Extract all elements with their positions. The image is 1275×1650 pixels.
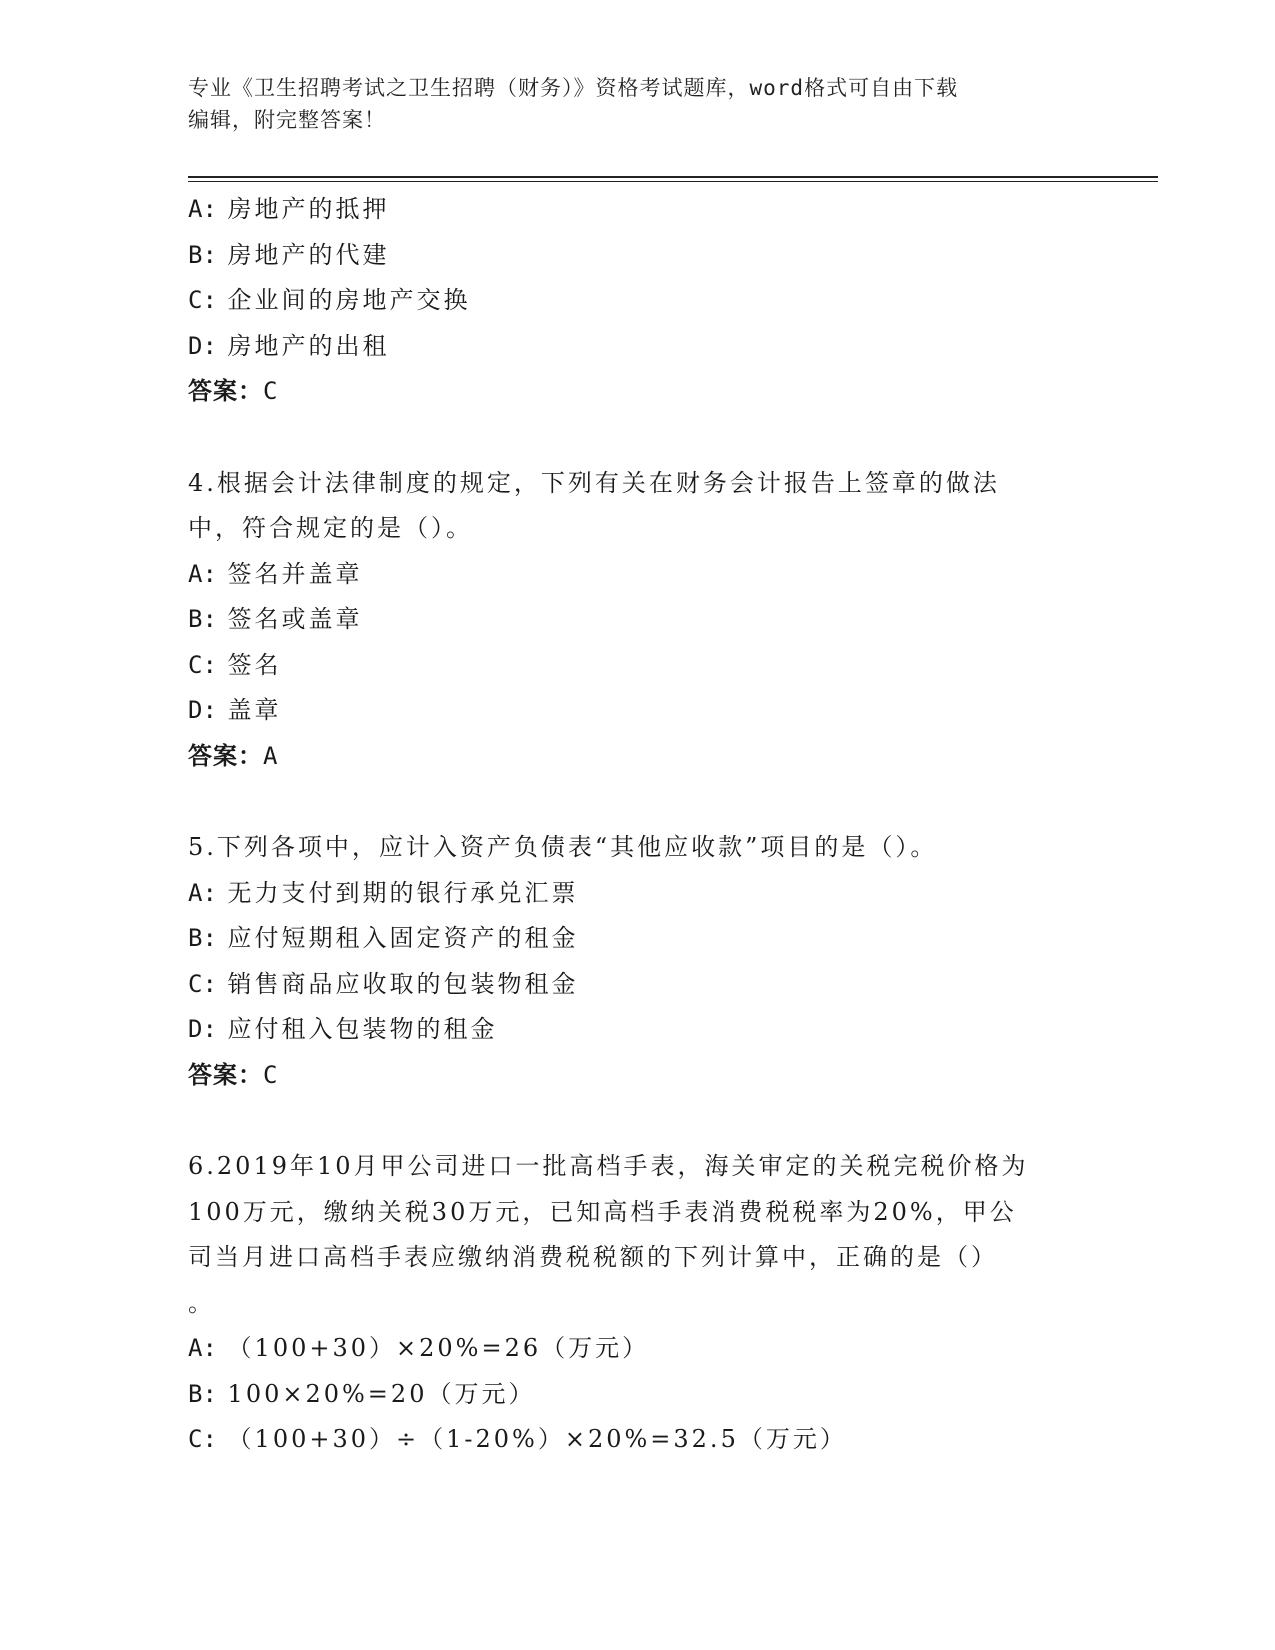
answer-label: 答案： bbox=[188, 1060, 263, 1089]
question-stem-line: 5.下列各项中，应计入资产负债表“其他应收款”项目的是（）。 bbox=[188, 833, 938, 861]
question-6 bbox=[188, 1144, 1088, 1463]
header-rule-thick bbox=[188, 176, 1158, 178]
option-text: 100×20%=20（万元） bbox=[227, 1379, 536, 1408]
option-text: 房地产的抵押 bbox=[227, 195, 390, 223]
option-letter: B: bbox=[188, 924, 217, 952]
question-4 bbox=[188, 461, 1088, 780]
option-d bbox=[188, 1007, 1088, 1053]
header-rule-thin bbox=[188, 181, 1158, 182]
header-line-2: 编辑，附完整答案！ bbox=[188, 108, 386, 132]
answer-value: C bbox=[263, 1060, 279, 1089]
question-stem-line: 。 bbox=[188, 1288, 215, 1317]
answer-label: 答案： bbox=[188, 377, 263, 405]
option-letter: C: bbox=[188, 650, 217, 679]
option-text: 销售商品应收取的包装物租金 bbox=[227, 969, 579, 998]
option-letter: D: bbox=[188, 331, 217, 360]
option-text: 签名并盖章 bbox=[227, 559, 363, 588]
option-text: 签名或盖章 bbox=[227, 605, 363, 633]
option-letter: A: bbox=[188, 1334, 217, 1362]
question-stem-line: 100万元，缴纳关税30万元，已知高档手表消费税税率为20%，甲公 bbox=[188, 1197, 1017, 1226]
option-letter: B: bbox=[188, 1379, 217, 1408]
option-a bbox=[188, 1326, 1088, 1372]
option-text: 应付租入包装物的租金 bbox=[227, 1015, 498, 1043]
answer-label: 答案： bbox=[188, 741, 263, 770]
question-stem-line: 6.2019年10月甲公司进口一批高档手表，海关审定的关税完税价格为 bbox=[188, 1152, 1029, 1180]
option-text: （100+30）×20%=26（万元） bbox=[227, 1334, 650, 1362]
option-c bbox=[188, 1417, 1088, 1463]
option-letter: D: bbox=[188, 1015, 217, 1043]
option-text: （100+30）÷（1-20%）×20%=32.5（万元） bbox=[227, 1425, 847, 1453]
option-c bbox=[188, 643, 1088, 689]
option-text: 签名 bbox=[227, 650, 282, 679]
option-letter: A: bbox=[188, 878, 217, 907]
option-c bbox=[188, 278, 1088, 324]
option-text: 房地产的出租 bbox=[227, 331, 390, 360]
option-letter: D: bbox=[188, 696, 217, 724]
option-letter: A: bbox=[188, 195, 217, 223]
option-b bbox=[188, 597, 1088, 643]
option-letter: B: bbox=[188, 605, 217, 633]
answer-value: C bbox=[263, 377, 279, 405]
question-stem-line: 中，符合规定的是（）。 bbox=[188, 514, 473, 542]
option-a bbox=[188, 871, 1088, 917]
option-text: 房地产的代建 bbox=[227, 240, 390, 269]
option-text: 无力支付到期的银行承兑汇票 bbox=[227, 878, 579, 907]
header-line-1: 专业《卫生招聘考试之卫生招聘（财务）》资格考试题库，word格式可自由下载 bbox=[188, 76, 959, 100]
option-letter: A: bbox=[188, 559, 217, 588]
option-d bbox=[188, 688, 1088, 734]
answer-line bbox=[188, 1053, 1088, 1099]
question-stem-line: 司当月进口高档手表应缴纳消费税税额的下列计算中，正确的是（） bbox=[188, 1243, 998, 1271]
question-stem-line: 4.根据会计法律制度的规定，下列有关在财务会计报告上签章的做法 bbox=[188, 468, 1000, 497]
option-letter: C: bbox=[188, 969, 217, 998]
question-3 bbox=[188, 187, 1088, 415]
option-a bbox=[188, 552, 1088, 598]
document-header bbox=[188, 72, 1088, 136]
option-letter: C: bbox=[188, 286, 217, 314]
question-5 bbox=[188, 825, 1088, 1098]
option-text: 企业间的房地产交换 bbox=[227, 286, 471, 314]
option-b bbox=[188, 233, 1088, 279]
option-letter: B: bbox=[188, 240, 217, 269]
answer-line bbox=[188, 369, 1088, 415]
question-list bbox=[188, 187, 1088, 1463]
answer-line bbox=[188, 734, 1088, 780]
option-b bbox=[188, 916, 1088, 962]
option-a bbox=[188, 187, 1088, 233]
answer-value: A bbox=[263, 741, 279, 770]
option-d bbox=[188, 324, 1088, 370]
option-text: 应付短期租入固定资产的租金 bbox=[227, 924, 579, 952]
option-text: 盖章 bbox=[227, 696, 282, 724]
option-b bbox=[188, 1372, 1088, 1418]
option-c bbox=[188, 962, 1088, 1008]
option-letter: C: bbox=[188, 1425, 217, 1453]
